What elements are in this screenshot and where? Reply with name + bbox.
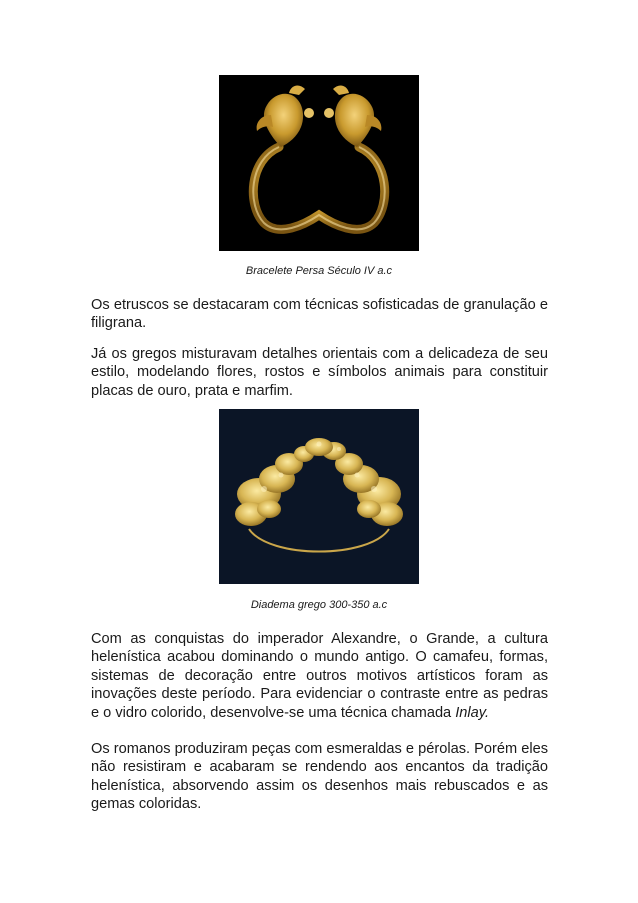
- paragraph-romans: Os romanos produziram peças com esmeraldas e pérolas. Porém eles não resistiram e acabaram se rendendo aos encantos da tradição helenística, absorvendo assim os desenhos mais rebuscados e as gemas coloridas.: [91, 741, 548, 813]
- diadem-illustration: [219, 409, 419, 584]
- paragraph-greeks: Já os gregos misturavam detalhes orientais com a delicadeza de seu estilo, modelando flores, rostos e símbolos animais para constituir placas de ouro, prata e marfim.: [91, 346, 548, 399]
- paragraph-alexander-text: Com as conquistas do imperador Alexandre, o Grande, a cultura helenística acabou dominando o mundo antigo. O camafeu, formas, sistemas de decoração entre outros motivos artísticos foram as inovações deste período. Para evidenciar o contraste entre as pedras e o vidro colorido, desenvolve-se uma técnica chamada: [91, 631, 548, 721]
- paragraph-etruscans: Os etruscos se destacaram com técnicas sofisticadas de granulação e filigrana.: [91, 297, 548, 332]
- diadem-photo: [219, 409, 419, 584]
- inlay-term: Inlay.: [455, 704, 490, 721]
- bracelet-illustration: [219, 75, 419, 251]
- paragraph-alexander: [91, 630, 548, 722]
- bracelet-photo: [219, 75, 419, 251]
- bracelet-caption: Bracelete Persa Século IV a.c: [245, 265, 393, 277]
- diadem-caption: Diadema grego 300-350 a.c: [250, 599, 388, 611]
